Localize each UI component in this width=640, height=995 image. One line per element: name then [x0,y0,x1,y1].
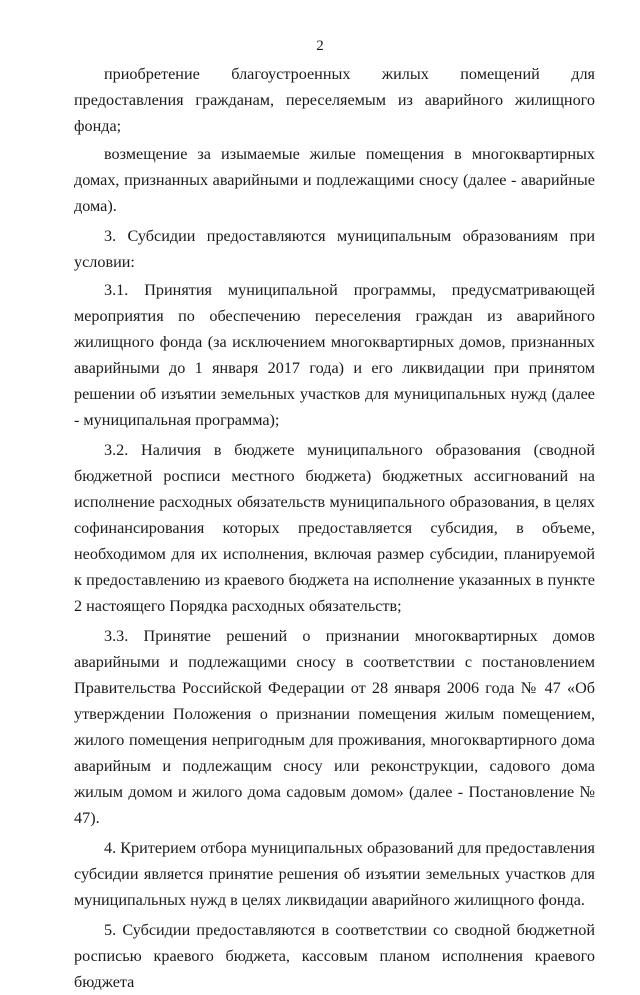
page-number: 2 [316,38,324,54]
paragraph-3: 3. Субсидии предоставляются муниципальным образованиям при условии: [74,227,595,271]
paragraph-acquisition: приобретение благоустроенных жилых помещений для предоставления гражданам, переселяемым из аварийного жилищного фонда; [74,65,595,135]
paragraph-3-1: 3.1. Принятия муниципальной программы, предусматривающей мероприятия по обеспечению переселения граждан из аварийного жилищного фонда (за исключением многоквартирных домов, признанных аварийными до 1 января 2017 года) и его ликвидации при принятом решении об изъятии земельных участков для муниципальных нужд (далее - муниципальная программа); [74,281,595,429]
paragraph-3-2: 3.2. Наличия в бюджете муниципального образования (сводной бюджетной росписи местного бюджета) бюджетных ассигнований на исполнение расходных обязательств муниципального образования, в целях софинансирования которых предоставляется субсидия, в объеме, необходимом для их исполнения, включая размер субсидии, планируемой к предоставлению из краевого бюджета на исполнение указанных в пункте 2 настоящего Порядка расходных обязательств; [74,441,595,615]
paragraph-compensation: возмещение за изымаемые жилые помещения в многоквартирных домах, признанных аварийными и подлежащими сносу (далее - аварийные дома). [74,145,595,215]
paragraph-5: 5. Субсидии предоставляются в соответствии со сводной бюджетной росписью краевого бюджета, кассовым планом исполнения краевого бюджета [74,921,595,991]
paragraph-3-3: 3.3. Принятие решений о признании многоквартирных домов аварийными и подлежащими сносу в соответствии с постановлением Правительства Российской Федерации от 28 января 2006 года № 47 «Об утверждении Положения о признании помещения жилым помещением, жилого помещения непригодным для проживания, многоквартирного дома аварийным и подлежащим сносу или реконструкции, садового дома жилым домом и жилого дома садовым домом» (далее - Постановление № 47). [74,627,595,827]
paragraph-4: 4. Критерием отбора муниципальных образований для предоставления субсидии является принятие решения об изъятии земельных участков для муниципальных нужд в целях ликвидации аварийного жилищного фонда. [74,839,595,909]
document-body [74,61,595,995]
